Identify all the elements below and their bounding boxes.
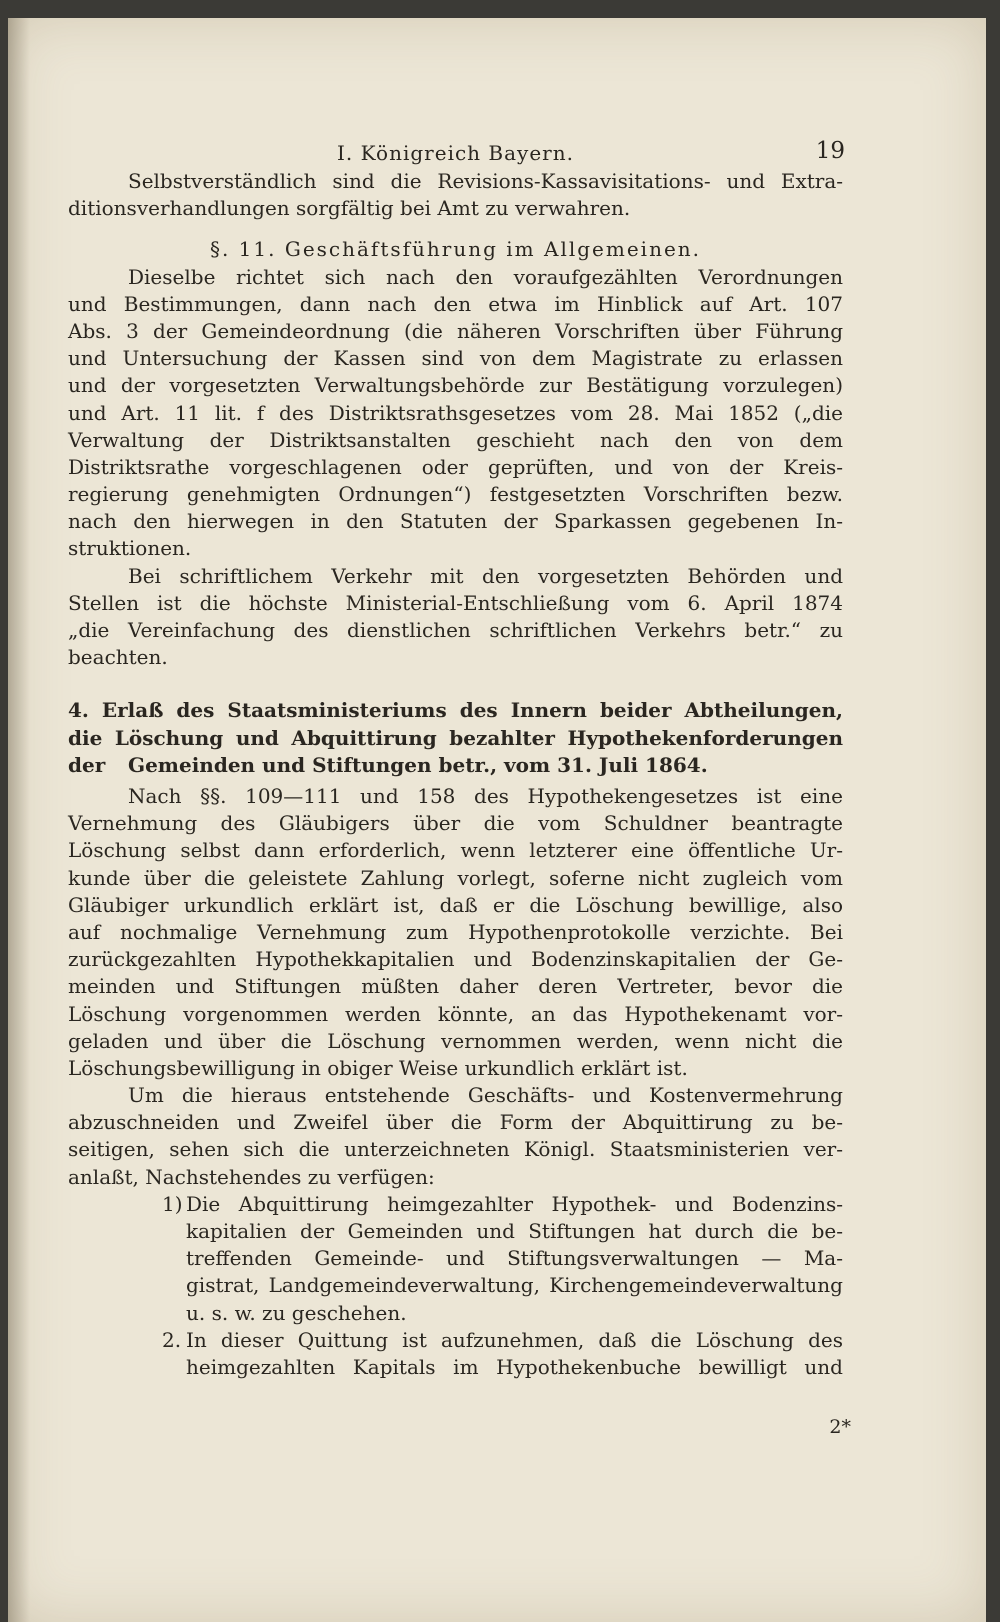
list-item-1 (68, 1191, 843, 1327)
text-line: nach den hierwegen in den Statuten der Sparkassen gegebenen In- (68, 509, 843, 534)
title-line: 4. Erlaß des Staatsministeriums des Innern beider Abtheilungen, (68, 698, 843, 723)
text-line: gistrat, Landgemeindeverwaltung, Kirchengemeindeverwaltung (186, 1273, 843, 1298)
text-line: heimgezahlten Kapitals im Hypothekenbuche bewilligt und (186, 1355, 843, 1379)
spacer (68, 222, 843, 236)
text-line: Um die hieraus entstehende Geschäfts- und Kostenvermehrung (128, 1083, 843, 1108)
text-line: beachten. (68, 645, 168, 670)
text-line: abzuschneiden und Zweifel über die Form der Abquittirung zu be- (68, 1110, 843, 1135)
running-title: I. Königreich Bayern. (337, 141, 574, 165)
text-line: Bei schriftlichem Verkehr mit den vorgesetzten Behörden und (128, 563, 843, 588)
text-line: In dieser Quittung ist aufzunehmen, daß die Löschung des (186, 1327, 843, 1352)
paragraph-4 (68, 1082, 843, 1191)
text-line: und Art. 11 lit. f des Distriktsrathsgesetzes vom 28. Mai 1852 („die (68, 400, 843, 425)
text-line: und Bestimmungen, dann nach den etwa im Hinblick auf Art. 107 (68, 291, 843, 316)
text-line: Löschungsbewilligung in obiger Weise urkundlich erklärt ist. (68, 1055, 688, 1080)
text-line: zurückgezahlten Hypothekkapitalien und Bodenzinskapitalien der Ge- (68, 947, 843, 972)
text-line: Löschung selbst dann erforderlich, wenn letzterer eine öffentliche Ur- (68, 838, 843, 863)
list-number: 1) (162, 1191, 183, 1216)
text-line: seitigen, sehen sich die unterzeichneten Königl. Staatsministerien ver- (68, 1137, 843, 1162)
text-line: anlaßt, Nachstehendes zu verfügen: (68, 1164, 435, 1189)
text-line: Verwaltung der Distriktsanstalten geschieht nach den von dem (68, 427, 843, 452)
paragraph-0 (68, 168, 843, 222)
text-line: treffenden Gemeinde- und Stiftungsverwaltungen — Ma- (186, 1246, 843, 1271)
text-line: Nach §§. 109—111 und 158 des Hypothekengesetzes ist eine (128, 784, 843, 809)
text-line: und Untersuchung der Kassen sind von dem Magistrate zu erlassen (68, 346, 843, 371)
text-line: Selbstverständlich sind die Revisions-Kassavisitations- und Extra- (128, 169, 843, 193)
paragraph-3 (68, 783, 843, 1082)
text-line: Abs. 3 der Gemeindeordnung (die näheren Vorschriften über Führung (68, 318, 843, 343)
text-line: kapitalien der Gemeinden und Stiftungen hat durch die be- (186, 1219, 843, 1244)
text-line: auf nochmalige Vernehmung zum Hypothenprotokolle verzichte. Bei (68, 919, 843, 944)
text-line: u. s. w. zu geschehen. (186, 1300, 407, 1325)
binding-shadow (8, 18, 30, 1622)
text-line: Vernehmung des Gläubigers über die vom Schuldner beantragte (68, 811, 843, 836)
list-item-2 (68, 1327, 843, 1381)
title-line: die Löschung und Abquittirung bezahlter Hypothekenforderungen der (68, 725, 843, 777)
page-text (68, 118, 843, 1381)
signature-mark: 2* (829, 1416, 851, 1438)
text-line: geladen und über die Löschung vernommen werden, wenn nicht die (68, 1028, 843, 1053)
paragraph-2 (68, 563, 843, 672)
page-number: 19 (815, 138, 845, 164)
section-11-title: §. 11. Geschäftsführung im Allgemeinen. (209, 237, 702, 262)
text-line: meinden und Stiftungen müßten daher deren Vertreter, bevor die (68, 974, 843, 999)
text-line: Gläubiger urkundlich erklärt ist, daß er die Löschung bewillige, also (68, 892, 843, 917)
text-line: regierung genehmigten Ordnungen“) festgesetzten Vorschriften bezw. (68, 482, 843, 507)
text-line: und der vorgesetzten Verwaltungsbehörde zur Bestätigung vorzulegen) (68, 373, 843, 398)
text-line: struktionen. (68, 536, 192, 561)
text-line: Dieselbe richtet sich nach den voraufgezählten Verordnungen (128, 264, 843, 289)
text-line: Stellen ist die höchste Ministerial-Entschließung vom 6. April 1874 (68, 590, 843, 615)
paper-sheet (8, 18, 986, 1622)
text-line: ditionsverhandlungen sorgfältig bei Amt zu verwahren. (68, 196, 631, 221)
section-4-title (68, 697, 843, 779)
text-line: Die Abquittirung heimgezahlter Hypothek- und Bodenzins- (186, 1191, 843, 1216)
text-line: „die Vereinfachung des dienstlichen schriftlichen Verkehrs betr.“ zu (68, 618, 843, 643)
paragraph-1 (68, 264, 843, 563)
title-line: Gemeinden und Stiftungen betr., vom 31. Juli 1864. (128, 752, 708, 777)
text-line: Löschung vorgenommen werden könnte, an das Hypothekenamt vor- (68, 1001, 843, 1026)
spacer (68, 671, 843, 697)
page-header (68, 118, 845, 165)
text-line: kunde über die geleistete Zahlung vorlegt, soferne nicht zugleich vom (68, 865, 843, 890)
list-number: 2. (162, 1327, 182, 1352)
text-line: Distriktsrathe vorgeschlagenen oder geprüften, und von der Kreis- (68, 454, 843, 479)
